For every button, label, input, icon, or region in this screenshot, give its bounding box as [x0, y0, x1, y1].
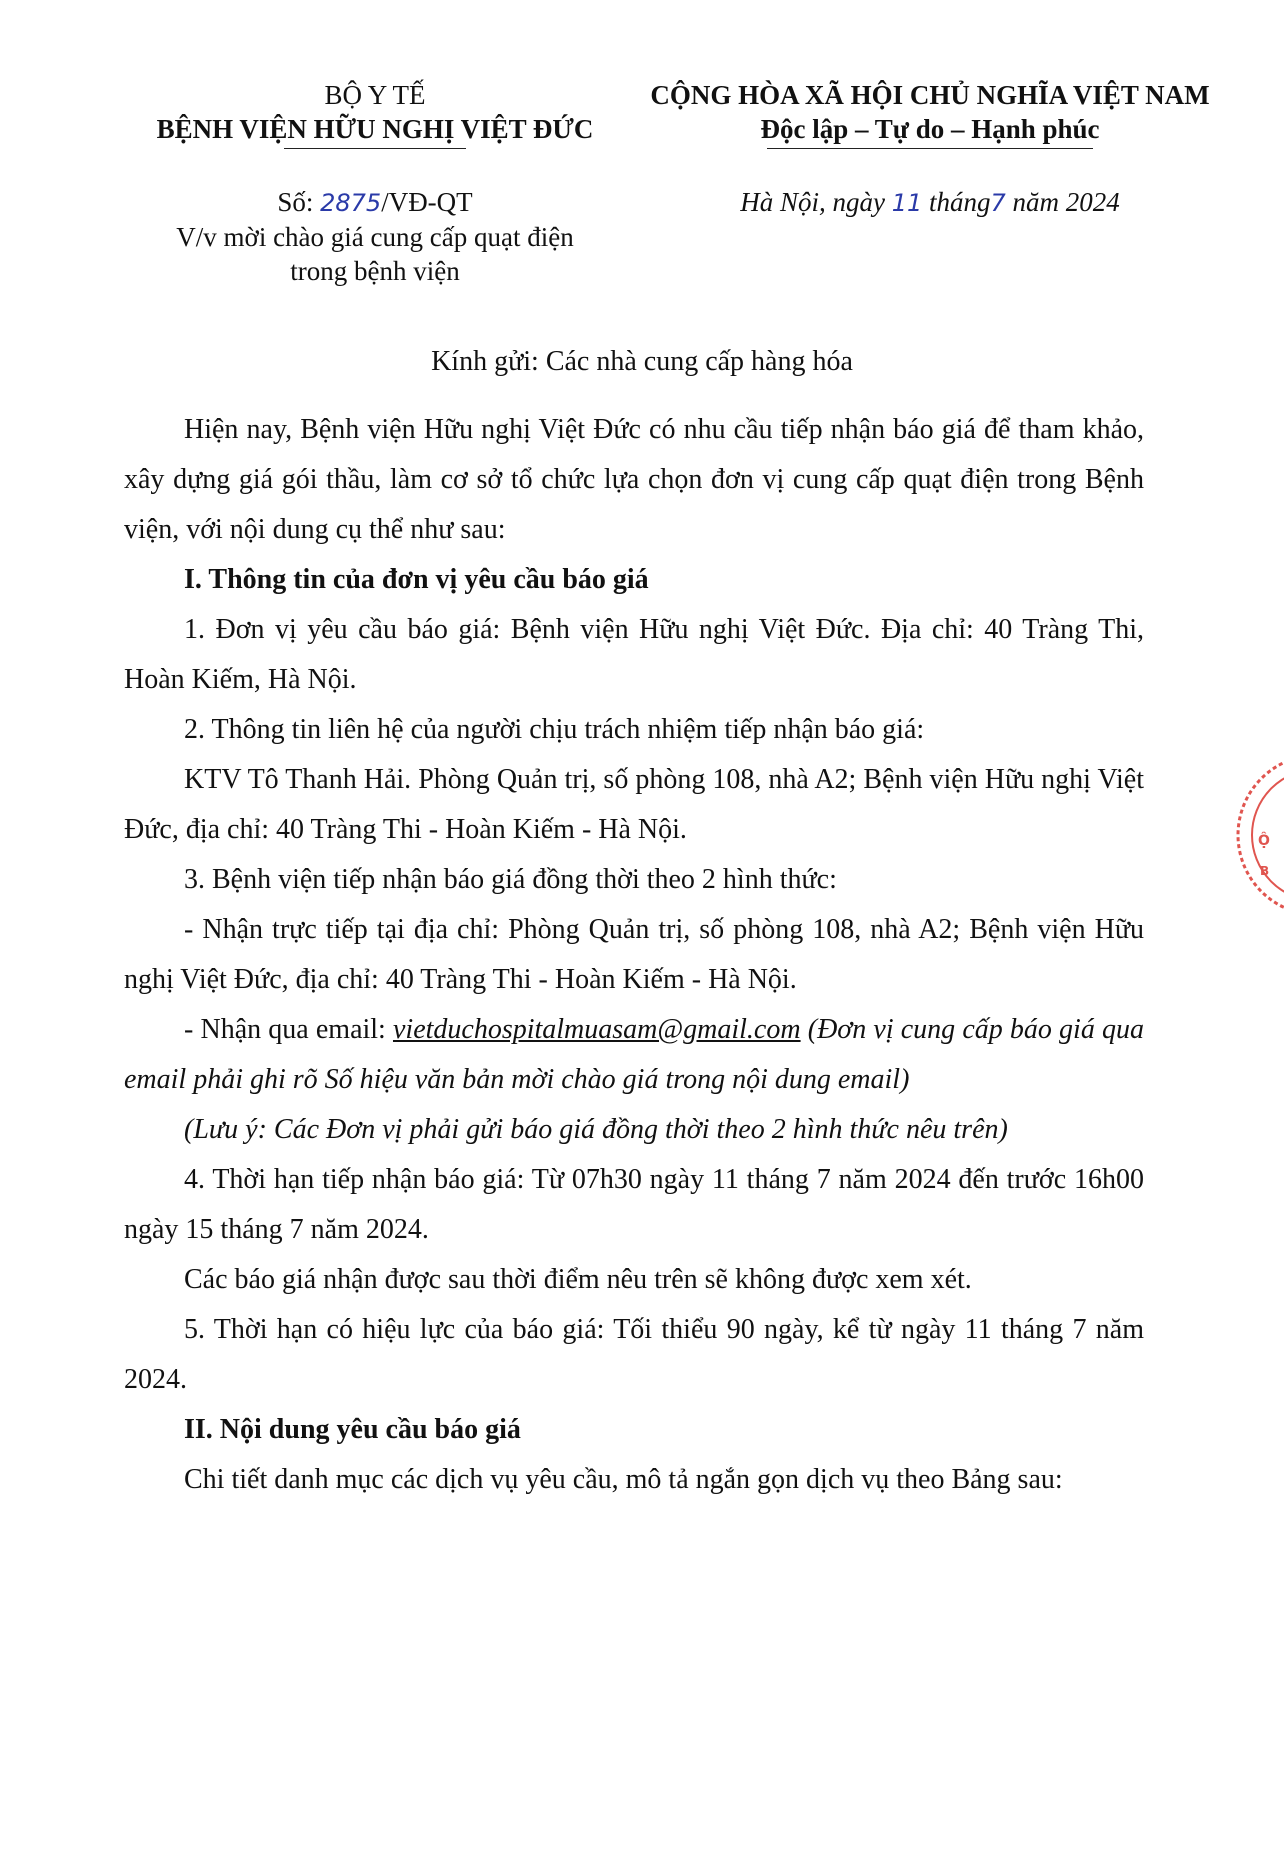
salutation: Kính gửi: Các nhà cung cấp hàng hóa [431, 346, 853, 377]
motto-underline [767, 148, 1093, 149]
date-month-word: tháng [929, 187, 991, 217]
subject-line-1: V/v mời chào giá cung cấp quạt điện [176, 222, 574, 252]
section-2-title: II. Nội dung yêu cầu báo giá [184, 1414, 521, 1445]
svg-text:Ộ: Ộ [1258, 833, 1270, 849]
number-suffix: /VĐ-QT [381, 187, 473, 217]
section-1-note: (Lưu ý: Các Đơn vị phải gửi báo giá đồng thời theo 2 hình thức nêu trên) [184, 1114, 1008, 1145]
section-1-title: I. Thông tin của đơn vị yêu cầu báo giá [184, 564, 649, 595]
issuer-underline [284, 148, 466, 149]
section-1-item-2: 2. Thông tin liên hệ của người chịu trách nhiệm tiếp nhận báo giá: [184, 714, 925, 745]
section-1-item-5: 5. Thời hạn có hiệu lực của báo giá: Tối thiểu 90 ngày, kể từ ngày 11 tháng 7 năm 2024. [124, 1314, 1144, 1395]
hospital-name: BỆNH VIỆN HỮU NGHỊ VIỆT ĐỨC [156, 114, 594, 144]
handwritten-number: 2875 [320, 189, 382, 217]
email-note: (Đơn vị cung cấp báo giá qua email phải ghi rõ Số hiệu văn bản mời chào giá trong nội dung email) [124, 1014, 1144, 1095]
intro-paragraph: Hiện nay, Bệnh viện Hữu nghị Việt Đức có nhu cầu tiếp nhận báo giá để tham khảo, xây dựng giá gói thầu, làm cơ sở tổ chức lựa chọn đơn vị cung cấp quạt điện trong Bệnh viện, với nội dung cụ thể như sau: [124, 414, 1144, 545]
section-1-item-4: 4. Thời hạn tiếp nhận báo giá: Từ 07h30 ngày 11 tháng 7 năm 2024 đến trước 16h00 ngày 15 tháng 7 năm 2024. [124, 1164, 1144, 1245]
email-prefix: - Nhận qua email: [184, 1014, 393, 1045]
document-number [150, 185, 600, 220]
number-prefix: Số: [277, 187, 314, 217]
red-seal-stamp [1226, 745, 1284, 925]
section-1-item-3a: - Nhận trực tiếp tại địa chỉ: Phòng Quản trị, số phòng 108, nhà A2; Bệnh viện Hữu nghị Việt Đức, địa chỉ: 40 Tràng Thi - Hoàn Kiếm - Hà Nội. [124, 914, 1144, 995]
svg-text:B: B [1260, 864, 1270, 878]
national-header [630, 78, 1230, 149]
document-reference [150, 185, 600, 288]
section-1-item-4-note: Các báo giá nhận được sau thời điểm nêu trên sẽ không được xem xét. [184, 1264, 972, 1295]
date-prefix: Hà Nội, ngày [740, 187, 885, 217]
country-name: CỘNG HÒA XÃ HỘI CHỦ NGHĨA VIỆT NAM [650, 80, 1210, 110]
section-1-item-2-detail: KTV Tô Thanh Hải. Phòng Quản trị, số phòng 108, nhà A2; Bệnh viện Hữu nghị Việt Đức, địa chỉ: 40 Tràng Thi - Hoàn Kiếm - Hà Nội. [124, 764, 1144, 845]
section-1-item-3b [124, 1005, 1144, 1105]
national-motto: Độc lập – Tự do – Hạnh phúc [760, 114, 1100, 144]
document-body [124, 405, 1144, 1505]
issuer-header [150, 78, 600, 149]
handwritten-day: 11 [891, 189, 923, 217]
ministry-name: BỘ Y TẾ [324, 80, 426, 110]
section-1-item-1: 1. Đơn vị yêu cầu báo giá: Bệnh viện Hữu nghị Việt Đức. Địa chỉ: 40 Tràng Thi, Hoàn Kiếm, Hà Nội. [124, 614, 1144, 695]
section-2-intro: Chi tiết danh mục các dịch vụ yêu cầu, mô tả ngắn gọn dịch vụ theo Bảng sau: [184, 1464, 1063, 1495]
email-link[interactable]: vietduchospitalmuasam@gmail.com [392, 1014, 801, 1045]
subject-line-2: trong bệnh viện [290, 256, 460, 286]
date-year: năm 2024 [1012, 187, 1120, 217]
document-date [630, 185, 1230, 220]
section-1-item-3: 3. Bệnh viện tiếp nhận báo giá đồng thời theo 2 hình thức: [184, 864, 837, 895]
handwritten-month: 7 [990, 189, 1006, 217]
